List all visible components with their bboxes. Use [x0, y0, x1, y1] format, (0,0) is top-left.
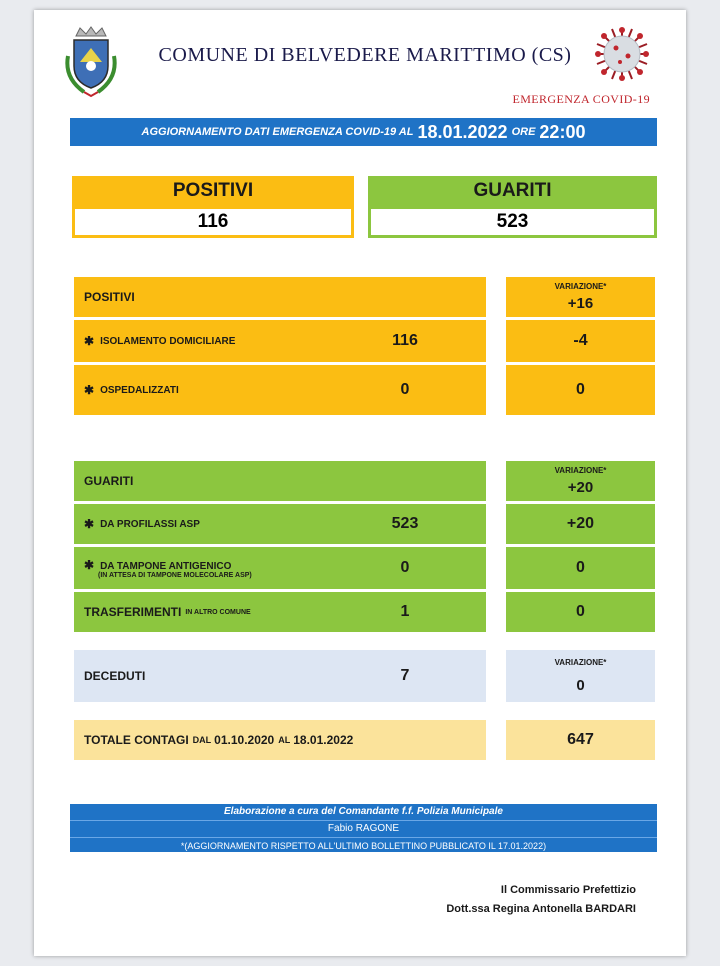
signature-role: Il Commissario Prefettizio [500, 884, 636, 896]
footer-line1: Elaborazione a cura del Comandante f.f. Polizia Municipale [70, 804, 657, 821]
variazione-value: 0 [576, 677, 585, 694]
isolamento-value: 116 [324, 320, 486, 362]
guariti-label: GUARITI [74, 461, 486, 501]
banner-time: 22:00 [539, 121, 586, 142]
signature-name: Dott.ssa Regina Antonella BARDARI [446, 903, 636, 915]
banner-date: 18.01.2022 [417, 121, 508, 142]
variazione-label: VARIAZIONE* [554, 658, 607, 667]
variazione-value: +20 [567, 479, 594, 496]
positivi-label: POSITIVI [74, 277, 486, 317]
variazione-label: VARIAZIONE* [554, 466, 607, 475]
summary-guariti-label: GUARITI [368, 176, 657, 206]
tampone-note: (IN ATTESA DI TAMPONE MOLECOLARE ASP) [98, 571, 252, 579]
update-banner [70, 118, 657, 146]
coronavirus-icon [594, 26, 650, 82]
guariti-variazione [506, 461, 655, 501]
footer-banner [70, 804, 657, 852]
asterisk-icon: ✱ [84, 557, 95, 572]
positivi-variazione [506, 277, 655, 317]
asterisk-icon: ✱ [84, 334, 95, 348]
summary-positivi-value: 116 [72, 206, 354, 238]
trasferimenti-note: IN ALTRO COMUNE [185, 608, 251, 616]
deceduti-label: DECEDUTI [74, 650, 324, 702]
deceduti-value: 7 [324, 650, 486, 702]
banner-ore: ORE [511, 126, 536, 138]
totale-label: TOTALE CONTAGI DAL 01.10.2020 AL 18.01.2022 [74, 720, 486, 760]
isolamento-var: -4 [506, 320, 655, 362]
trasferimenti-label: TRASFERIMENTI IN ALTRO COMUNE [74, 592, 324, 632]
variazione-value: +16 [567, 295, 594, 312]
profilassi-label: ✱ DA PROFILASSI ASP [74, 504, 324, 544]
ospedalizzati-value: 0 [324, 365, 486, 415]
summary-positivi-label: POSITIVI [72, 176, 354, 206]
profilassi-value: 523 [324, 504, 486, 544]
deceduti-variazione [506, 650, 655, 702]
asterisk-icon: ✱ [84, 383, 95, 397]
summary-guariti-value: 523 [368, 206, 657, 238]
page-title: COMUNE DI BELVEDERE MARITTIMO (CS) [158, 44, 572, 66]
variazione-label: VARIAZIONE* [554, 282, 607, 291]
asterisk-icon: ✱ [84, 517, 95, 531]
ospedalizzati-label: ✱ OSPEDALIZZATI [74, 365, 324, 415]
trasferimenti-var: 0 [506, 592, 655, 632]
banner-prefix: AGGIORNAMENTO DATI EMERGENZA COVID-19 AL [141, 126, 414, 138]
totale-value: 647 [506, 720, 655, 760]
footer-line2: Fabio RAGONE [70, 821, 657, 838]
trasferimenti-value: 1 [324, 592, 486, 632]
ospedalizzati-var: 0 [506, 365, 655, 415]
profilassi-var: +20 [506, 504, 655, 544]
isolamento-label: ✱ ISOLAMENTO DOMICILIARE [74, 320, 324, 362]
footer-line3: *(AGGIORNAMENTO RISPETTO ALL'ULTIMO BOLLETTINO PUBBLICATO IL 17.01.2022) [180, 841, 547, 851]
tampone-label: ✱ DA TAMPONE ANTIGENICO (IN ATTESA DI TAMPONE MOLECOLARE ASP) [74, 547, 324, 589]
emergency-subtitle: EMERGENZA COVID-19 [512, 92, 650, 106]
tampone-var: 0 [506, 547, 655, 589]
municipal-crest-icon [62, 26, 120, 98]
tampone-value: 0 [324, 547, 486, 589]
